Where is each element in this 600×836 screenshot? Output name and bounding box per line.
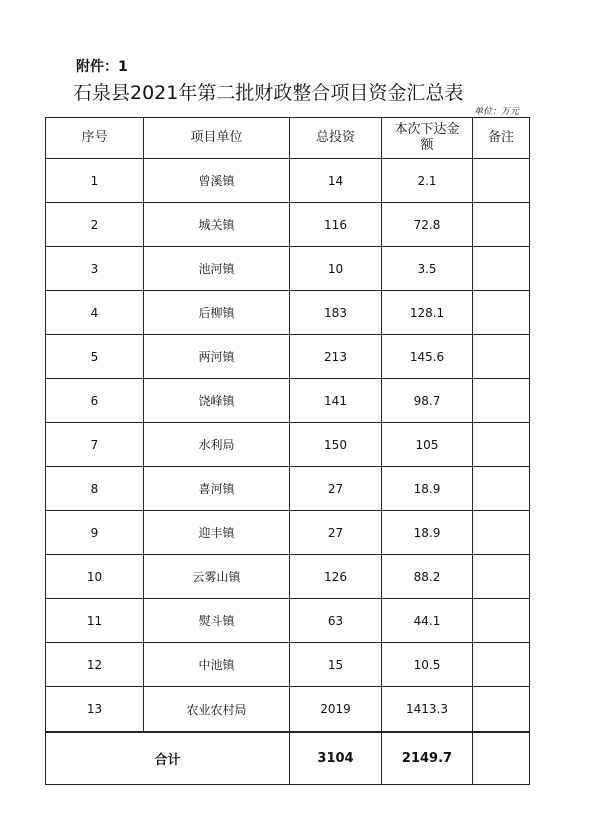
attachment-label: 附件：1 [76, 59, 128, 75]
cell-project-unit: 喜河镇 [144, 467, 290, 511]
cell-seq: 3 [46, 247, 144, 291]
cell-project-unit: 池河镇 [144, 247, 290, 291]
cell-remark [473, 599, 530, 643]
cell-project-unit: 云雾山镇 [144, 555, 290, 599]
header-seq: 序号 [46, 118, 144, 159]
unit-note: 单位：万元 [474, 107, 520, 117]
cell-remark [473, 687, 530, 733]
document-title: 石泉县2021年第二批财政整合项目资金汇总表 [73, 82, 464, 104]
cell-project-unit: 熨斗镇 [144, 599, 290, 643]
cell-project-unit: 饶峰镇 [144, 379, 290, 423]
total-remark [473, 732, 530, 785]
table-row [46, 555, 530, 599]
table-header-row [46, 118, 530, 159]
cell-issued-amount: 3.5 [382, 247, 473, 291]
funding-summary-table [45, 117, 530, 785]
cell-project-unit: 水利局 [144, 423, 290, 467]
cell-project-unit: 曾溪镇 [144, 159, 290, 203]
cell-total-investment: 10 [290, 247, 382, 291]
cell-issued-amount: 128.1 [382, 291, 473, 335]
cell-seq: 9 [46, 511, 144, 555]
cell-total-investment: 141 [290, 379, 382, 423]
issued-amount-sum: 2149.7 [382, 732, 473, 785]
cell-total-investment: 14 [290, 159, 382, 203]
table-row [46, 291, 530, 335]
table-total-row [46, 732, 530, 785]
cell-seq: 7 [46, 423, 144, 467]
cell-total-investment: 126 [290, 555, 382, 599]
cell-remark [473, 511, 530, 555]
table-row [46, 467, 530, 511]
header-total-investment: 总投资 [290, 118, 382, 159]
cell-seq: 8 [46, 467, 144, 511]
cell-issued-amount: 88.2 [382, 555, 473, 599]
cell-project-unit: 农业农村局 [144, 687, 290, 733]
cell-seq: 4 [46, 291, 144, 335]
table-row [46, 599, 530, 643]
cell-total-investment: 63 [290, 599, 382, 643]
cell-seq: 11 [46, 599, 144, 643]
cell-remark [473, 643, 530, 687]
cell-issued-amount: 98.7 [382, 379, 473, 423]
table-row [46, 159, 530, 203]
cell-total-investment: 27 [290, 467, 382, 511]
total-investment-sum: 3104 [290, 732, 382, 785]
cell-seq: 1 [46, 159, 144, 203]
cell-seq: 12 [46, 643, 144, 687]
cell-seq: 6 [46, 379, 144, 423]
cell-project-unit: 城关镇 [144, 203, 290, 247]
header-project-unit: 项目单位 [144, 118, 290, 159]
cell-remark [473, 159, 530, 203]
table-row [46, 247, 530, 291]
header-remark: 备注 [473, 118, 530, 159]
cell-seq: 5 [46, 335, 144, 379]
table-row [46, 423, 530, 467]
cell-remark [473, 291, 530, 335]
cell-total-investment: 213 [290, 335, 382, 379]
table-row [46, 511, 530, 555]
cell-issued-amount: 2.1 [382, 159, 473, 203]
table-row [46, 643, 530, 687]
cell-total-investment: 150 [290, 423, 382, 467]
cell-issued-amount: 10.5 [382, 643, 473, 687]
cell-project-unit: 两河镇 [144, 335, 290, 379]
cell-total-investment: 27 [290, 511, 382, 555]
table-row [46, 203, 530, 247]
cell-seq: 2 [46, 203, 144, 247]
cell-total-investment: 116 [290, 203, 382, 247]
cell-remark [473, 555, 530, 599]
cell-remark [473, 423, 530, 467]
cell-issued-amount: 18.9 [382, 511, 473, 555]
cell-issued-amount: 44.1 [382, 599, 473, 643]
cell-seq: 10 [46, 555, 144, 599]
cell-total-investment: 15 [290, 643, 382, 687]
cell-project-unit: 中池镇 [144, 643, 290, 687]
table-row [46, 687, 530, 733]
cell-issued-amount: 18.9 [382, 467, 473, 511]
total-label: 合计 [46, 732, 290, 785]
cell-total-investment: 2019 [290, 687, 382, 733]
cell-remark [473, 379, 530, 423]
cell-project-unit: 后柳镇 [144, 291, 290, 335]
cell-project-unit: 迎丰镇 [144, 511, 290, 555]
cell-remark [473, 467, 530, 511]
cell-issued-amount: 1413.3 [382, 687, 473, 733]
cell-remark [473, 203, 530, 247]
header-issued-amount: 本次下达金额 [382, 118, 473, 159]
cell-total-investment: 183 [290, 291, 382, 335]
cell-seq: 13 [46, 687, 144, 733]
cell-remark [473, 247, 530, 291]
table-row [46, 379, 530, 423]
cell-issued-amount: 105 [382, 423, 473, 467]
cell-issued-amount: 72.8 [382, 203, 473, 247]
cell-issued-amount: 145.6 [382, 335, 473, 379]
table-row [46, 335, 530, 379]
cell-remark [473, 335, 530, 379]
